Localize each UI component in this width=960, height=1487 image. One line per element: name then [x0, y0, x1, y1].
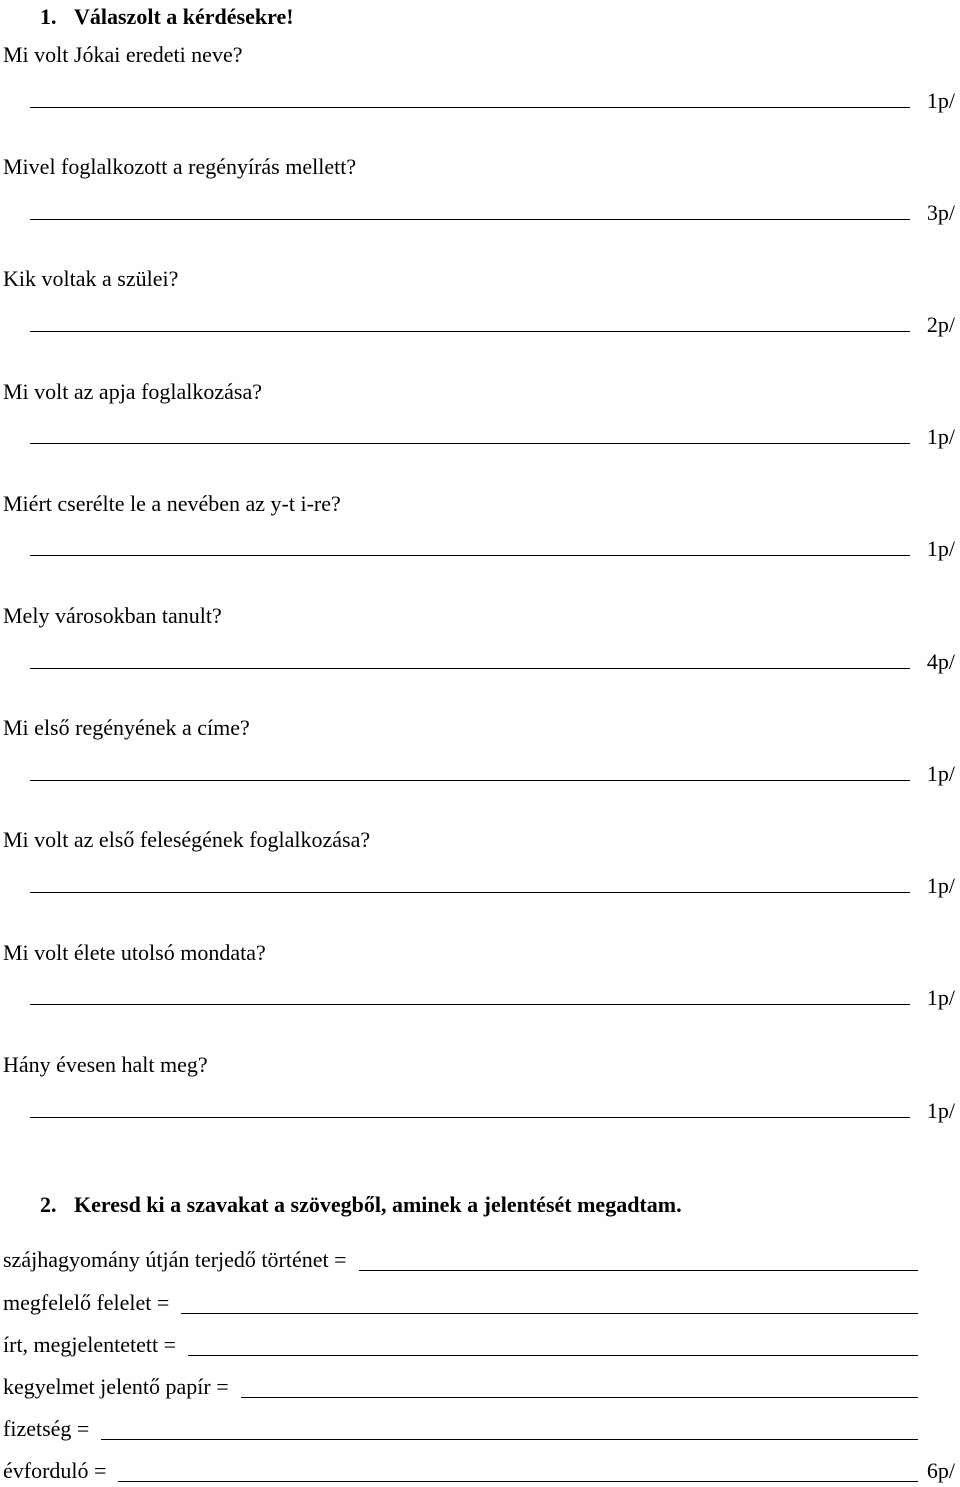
points-7: 1p/	[926, 761, 955, 786]
section-2-number: 2.	[40, 1192, 57, 1217]
vocab-label-3: írt, megjelentetett =	[3, 1332, 177, 1357]
answer-row-8	[30, 869, 955, 898]
answer-line-5[interactable]	[30, 555, 910, 556]
answer-line-4[interactable]	[30, 443, 910, 444]
points-4: 1p/	[926, 424, 955, 449]
section-2-heading	[40, 1192, 682, 1218]
vocab-label-2: megfelelő felelet =	[3, 1290, 170, 1315]
question-3: Kik voltak a szülei?	[3, 266, 179, 291]
question-5: Miért cserélte le a nevében az y-t i-re?	[3, 491, 341, 516]
vocab-label-4: kegyelmet jelentő papír =	[3, 1374, 229, 1399]
answer-line-2[interactable]	[30, 219, 910, 220]
points-6: 4p/	[926, 649, 955, 674]
vocab-answer-line-3[interactable]	[188, 1355, 918, 1356]
vocab-answer-line-2[interactable]	[181, 1313, 918, 1314]
answer-line-7[interactable]	[30, 780, 910, 781]
points-8: 1p/	[926, 873, 955, 898]
answer-row-10	[30, 1094, 955, 1123]
answer-line-6[interactable]	[30, 668, 910, 669]
answer-row-1	[30, 84, 955, 113]
vocab-row-6	[3, 1458, 918, 1484]
answer-row-5	[30, 532, 955, 561]
vocab-label-6: évforduló =	[3, 1458, 107, 1483]
vocab-answer-line-5[interactable]	[101, 1439, 918, 1440]
vocab-label-1: szájhagyomány útján terjedő történet =	[3, 1247, 347, 1272]
question-2: Mivel foglalkozott a regényírás mellett?	[3, 154, 357, 179]
question-6: Mely városokban tanult?	[3, 603, 222, 628]
section-1-number: 1.	[40, 4, 57, 29]
points-1: 1p/	[926, 88, 955, 113]
question-4: Mi volt az apja foglalkozása?	[3, 379, 263, 404]
answer-row-3	[30, 308, 955, 337]
vocab-row-1	[3, 1247, 918, 1273]
section-2-points: 6p/	[926, 1458, 955, 1483]
answer-row-4	[30, 420, 955, 449]
points-9: 1p/	[926, 985, 955, 1010]
vocab-label-5: fizetség =	[3, 1416, 90, 1441]
vocab-answer-line-1[interactable]	[359, 1270, 918, 1271]
answer-row-7	[30, 757, 955, 786]
section-1-heading	[40, 4, 294, 30]
answer-line-8[interactable]	[30, 892, 910, 893]
answer-line-3[interactable]	[30, 331, 910, 332]
vocab-row-5	[3, 1416, 918, 1442]
vocab-answer-line-6[interactable]	[118, 1481, 918, 1482]
question-10: Hány évesen halt meg?	[3, 1052, 208, 1077]
vocab-answer-line-4[interactable]	[241, 1397, 918, 1398]
vocab-row-3	[3, 1332, 918, 1358]
points-2: 3p/	[926, 200, 955, 225]
question-1: Mi volt Jókai eredeti neve?	[3, 42, 243, 67]
answer-line-10[interactable]	[30, 1117, 910, 1118]
answer-line-9[interactable]	[30, 1004, 910, 1005]
answer-row-6	[30, 645, 955, 674]
question-7: Mi első regényének a címe?	[3, 715, 250, 740]
answer-row-9	[30, 981, 955, 1010]
question-8: Mi volt az első feleségének foglalkozása?	[3, 827, 371, 852]
section-1-title: Válaszolt a kérdésekre!	[74, 4, 294, 29]
vocab-row-2	[3, 1290, 918, 1316]
points-3: 2p/	[926, 312, 955, 337]
answer-row-2	[30, 196, 955, 225]
answer-line-1[interactable]	[30, 107, 910, 108]
question-9: Mi volt élete utolsó mondata?	[3, 940, 266, 965]
points-5: 1p/	[926, 536, 955, 561]
section-2-title: Keresd ki a szavakat a szövegből, aminek a jelentését megadtam.	[74, 1192, 682, 1217]
points-10: 1p/	[926, 1098, 955, 1123]
vocab-row-4	[3, 1374, 918, 1400]
